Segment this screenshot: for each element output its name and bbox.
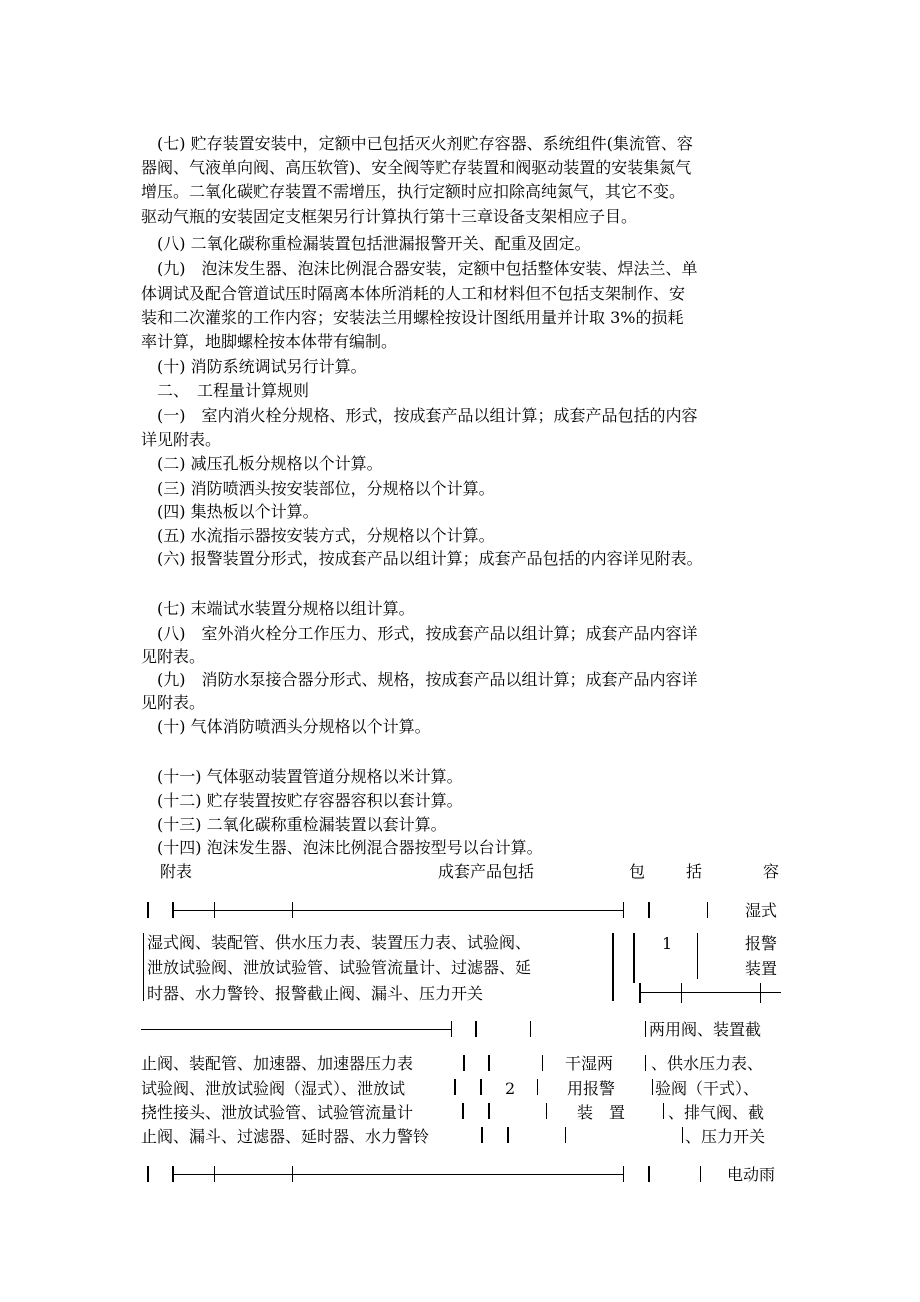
table-rule — [633, 933, 635, 983]
paragraph-line: (五) 水流指示器按安装方式，分规格以个计算。 — [141, 526, 495, 545]
table-rule — [760, 983, 761, 1003]
table-rule — [480, 1079, 482, 1095]
table-rule — [172, 1174, 624, 1175]
table-rule — [700, 1166, 701, 1182]
table-rule — [612, 933, 614, 1001]
table-type-cell: 电动雨 — [727, 1165, 776, 1184]
table-rule — [147, 902, 149, 918]
table-rule — [214, 1166, 215, 1182]
table-continued-text: 、压力开关 — [685, 1127, 766, 1146]
table-rule — [292, 902, 293, 918]
table-header-char: 容 — [763, 862, 780, 881]
table-rule — [488, 1103, 490, 1119]
table-rule — [147, 1166, 149, 1182]
table-content-line: 止阀、装配管、加速器、加速器压力表 — [141, 1054, 414, 1073]
table-type-cell: 湿式 — [745, 901, 778, 920]
table-rule — [143, 933, 144, 1001]
table-rule — [663, 1103, 664, 1119]
table-name-line: 装置 — [745, 959, 778, 978]
table-rule — [697, 933, 698, 979]
table-rule — [462, 1103, 464, 1119]
table-rule — [645, 1021, 646, 1037]
table-name-line: 用报警 — [567, 1079, 616, 1098]
table-name-line: 装 置 — [577, 1103, 626, 1122]
paragraph-line: 体调试及配合管道试压时隔离本体所消耗的人工和材料但不包括支架制作、安 — [141, 284, 686, 303]
table-header-char: 包 — [629, 862, 646, 881]
paragraph-line: 详见附表。 — [141, 430, 222, 449]
paragraph-line: (三) 消防喷洒头按安装部位，分规格以个计算。 — [141, 479, 495, 498]
table-rule — [214, 902, 215, 918]
table-content-line: 挠性接头、泄放试验管、试验管流量计 — [141, 1103, 414, 1122]
paragraph-line: (十) 消防系统调试另行计算。 — [141, 357, 367, 376]
paragraph-line: 见附表。 — [141, 693, 206, 712]
paragraph-line: (九) 消防水泵接合器分形式、规格，按成套产品以组计算；成套产品内容详 — [141, 670, 698, 689]
table-index: 2 — [505, 1079, 516, 1098]
paragraph-line: (九) 泡沫发生器、泡沫比例混合器安装，定额中包括整体安装、焊法兰、单 — [141, 259, 698, 278]
table-name-line: 干湿两 — [565, 1054, 614, 1073]
table-rule — [172, 910, 624, 911]
table-rule — [707, 902, 708, 918]
paragraph-line: 增压。二氧化碳贮存装置不需增压，执行定额时应扣除高纯氮气，其它不变。 — [141, 182, 686, 201]
table-rule — [639, 983, 641, 1003]
table-rule — [652, 1079, 653, 1095]
table-rule — [623, 1166, 624, 1182]
paragraph-line: (十四) 泡沫发生器、泡沫比例混合器按型号以台计算。 — [141, 838, 543, 857]
table-content-line: 时器、水力警铃、报警截止阀、漏斗、压力开关 — [147, 984, 484, 1003]
table-rule — [537, 1079, 538, 1095]
table-rule — [565, 1127, 566, 1143]
table-content-line: 泄放试验阀、泄放试验管、试验管流量计、过滤器、延 — [147, 958, 532, 977]
table-rule — [488, 1055, 490, 1071]
table-rule — [507, 1127, 509, 1143]
table-rule — [292, 1166, 293, 1182]
table-rule — [623, 902, 624, 918]
table-rule — [648, 1166, 650, 1182]
table-content-line: 试验阀、泄放试验阀（湿式）、泄放试 — [141, 1079, 406, 1098]
table-rule — [481, 1127, 483, 1143]
table-rule — [463, 1055, 465, 1071]
paragraph-line: 率计算，地脚螺栓按本体带有编制。 — [141, 332, 398, 351]
paragraph-line: (四) 集热板以个计算。 — [141, 502, 319, 521]
table-rule — [546, 1103, 547, 1119]
paragraph-line: (六) 报警装置分形式，按成套产品以组计算；成套产品包括的内容详见附表。 — [141, 549, 703, 568]
table-rule — [645, 1055, 646, 1071]
table-continued-text: 验阀（干式）、 — [655, 1079, 760, 1098]
table-rule — [542, 1055, 543, 1071]
table-continued-text: 两用阀、装置截 — [649, 1020, 762, 1039]
paragraph-line: (一) 室内消火栓分规格、形式，按成套产品以组计算；成套产品包括的内容 — [141, 406, 698, 425]
table-name-line: 报警 — [745, 934, 778, 953]
table-content-line: 湿式阀、装配管、供水压力表、装置压力表、试验阀、 — [147, 933, 532, 952]
section-heading: 二、 工程量计算规则 — [141, 381, 310, 400]
table-rule — [451, 1021, 452, 1037]
paragraph-line: 器阀、气液单向阀、高压软管)、安全阀等贮存装置和阀驱动装置的安装集氮气 — [141, 158, 692, 177]
paragraph-line: (十三) 二氧化碳称重检漏装置以套计算。 — [141, 815, 447, 834]
table-rule — [141, 1029, 452, 1030]
paragraph-line: (二) 减压孔板分规格以个计算。 — [141, 454, 383, 473]
appendix-label: 附表 — [160, 862, 193, 881]
table-rule — [475, 1021, 477, 1037]
paragraph-line: 驱动气瓶的安装固定支框架另行计算执行第十三章设备支架相应子目。 — [141, 207, 638, 226]
table-header-char: 括 — [686, 862, 703, 881]
table-rule — [454, 1079, 456, 1095]
table-rule — [530, 1021, 531, 1037]
paragraph-line: (八) 二氧化碳称重检漏装置包括泄漏报警开关、配重及固定。 — [141, 234, 591, 253]
table-rule — [682, 1127, 683, 1143]
table-index: 1 — [662, 934, 673, 953]
paragraph-line: (七) 贮存装置安装中，定额中已包括灭火剂贮存容器、系统组件(集流管、容 — [141, 134, 693, 153]
table-content-line: 止阀、漏斗、过滤器、延时器、水力警铃 — [141, 1127, 430, 1146]
paragraph-line: (十一) 气体驱动装置管道分规格以米计算。 — [141, 767, 463, 786]
table-rule — [648, 902, 650, 918]
table-continued-text: 、供水压力表、 — [651, 1054, 764, 1073]
table-continued-text: 、排气阀、截 — [668, 1103, 765, 1122]
paragraph-line: (十二) 贮存装置按贮存容器容积以套计算。 — [141, 791, 463, 810]
paragraph-line: (八) 室外消火栓分工作压力、形式，按成套产品以组计算；成套产品内容详 — [141, 624, 698, 643]
paragraph-line: (七) 末端试水装置分规格以组计算。 — [141, 599, 415, 618]
paragraph-line: 见附表。 — [141, 647, 206, 666]
paragraph-line: (十) 气体消防喷洒头分规格以个计算。 — [141, 717, 431, 736]
table-rule — [681, 983, 682, 1003]
table-header-content: 成套产品包括 — [438, 862, 535, 881]
paragraph-line: 装和二次灌浆的工作内容；安装法兰用螺栓按设计图纸用量并计取 3%的损耗 — [141, 308, 684, 327]
